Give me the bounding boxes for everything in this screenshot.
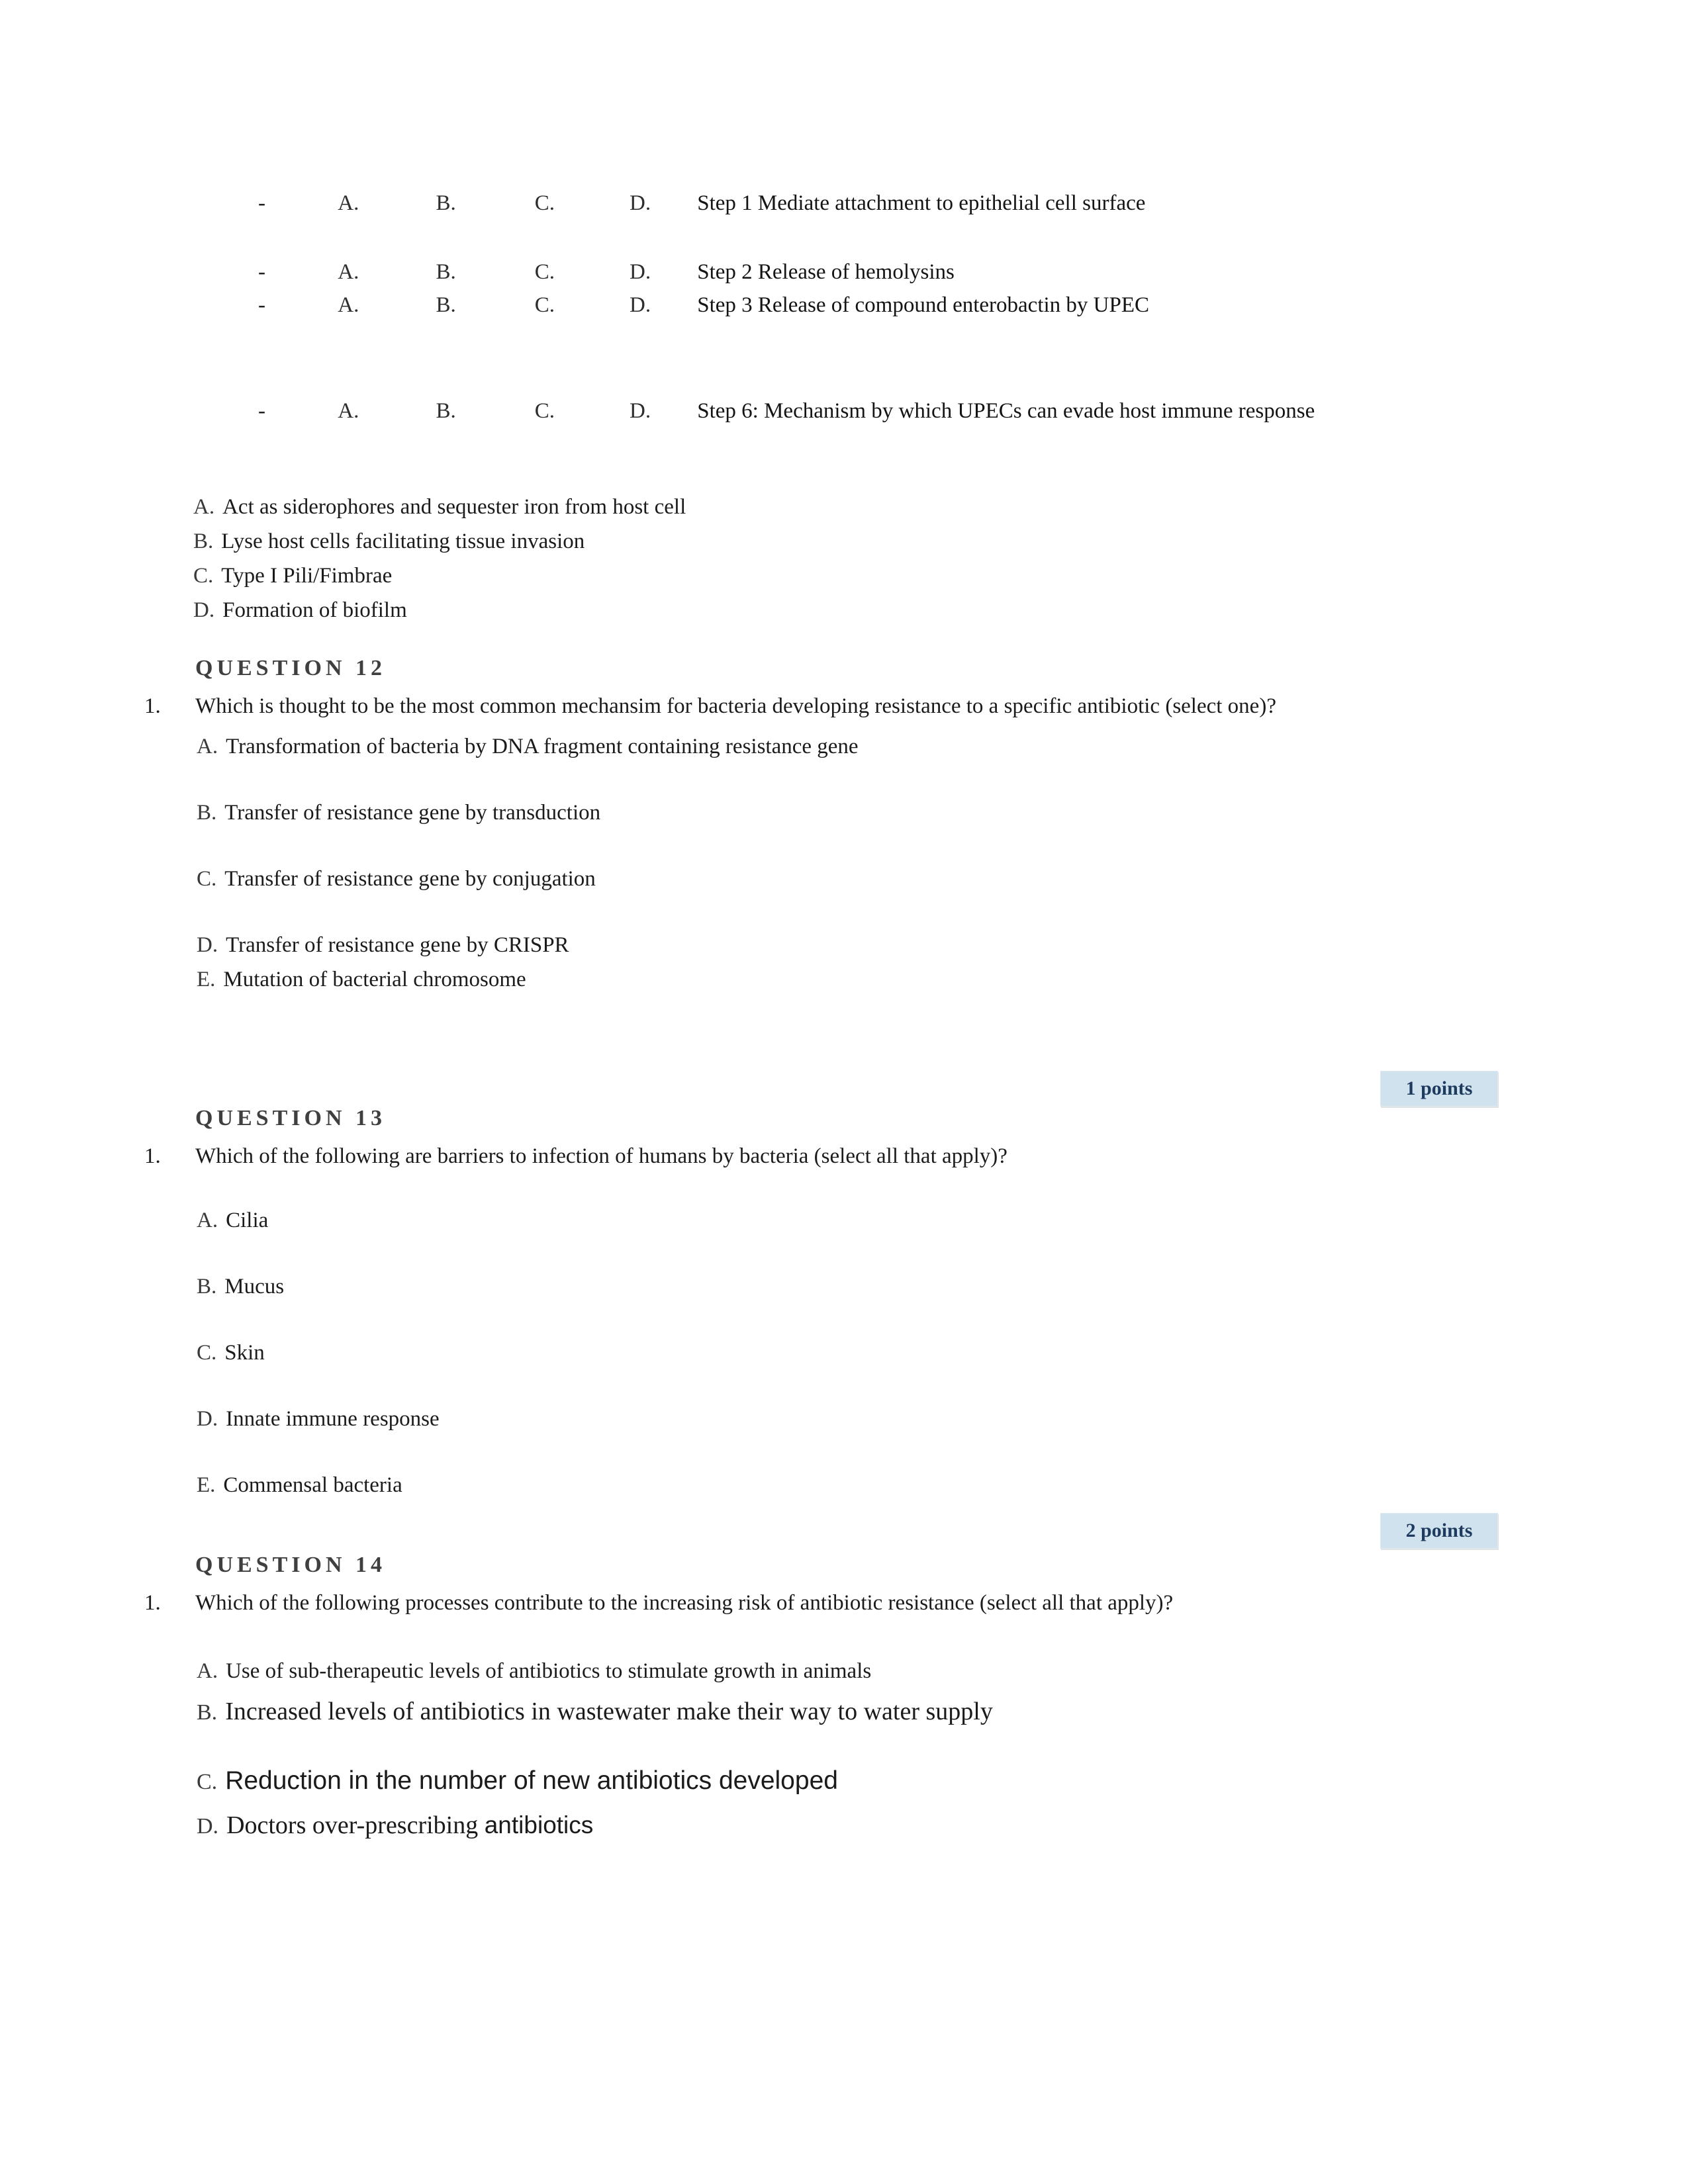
matching-option-d[interactable]: D. [630, 293, 651, 317]
matching-row-step6 [0, 394, 1315, 428]
matching-option-b[interactable]: B. [436, 293, 456, 317]
matching-row-step2 [0, 255, 955, 289]
choice-text: Transfer of resistance gene by transduction [224, 801, 601, 825]
question-14-header: QUESTION 14 [195, 1553, 386, 1577]
choice-row[interactable] [0, 1203, 1688, 1238]
matching-row-step1 [0, 187, 1145, 220]
matching-option-a[interactable]: A. [338, 293, 359, 317]
question-number: 1. [144, 1144, 161, 1168]
choice-row[interactable] [0, 1692, 1688, 1732]
matching-option-b[interactable]: B. [436, 399, 456, 423]
choice-letter: D. [197, 1814, 219, 1839]
matching-option-b[interactable]: B. [436, 191, 456, 215]
points-badge-q12: 1 points [1380, 1071, 1498, 1107]
question-prompt-text: Which of the following processes contribute to the increasing risk of antibiotic resistance (select all that apply)? [195, 1591, 1174, 1615]
choice-letter: B. [193, 529, 214, 553]
answer-key-item [0, 524, 686, 559]
choice-text: Cilia [226, 1208, 269, 1232]
question-number: 1. [144, 1591, 161, 1615]
choice-text: Transfer of resistance gene by conjugation [224, 867, 596, 891]
choice-row[interactable] [0, 1468, 1688, 1502]
matching-option-c[interactable]: C. [534, 399, 555, 423]
choice-text: Increased levels of antibiotics in wastewater make their way to water supply [225, 1698, 993, 1725]
choice-row[interactable] [0, 862, 1688, 896]
answer-key-text: Lyse host cells facilitating tissue invasion [221, 529, 585, 553]
answer-key-text: Type I Pili/Fimbrae [221, 564, 393, 588]
answer-key-item [0, 593, 686, 627]
matching-step-text: Step 3 Release of compound enterobactin by UPEC [697, 293, 1150, 317]
question-prompt-text: Which of the following are barriers to infection of humans by bacteria (select all that apply)? [195, 1144, 1008, 1168]
choice-letter: C. [197, 867, 217, 891]
dash: - [258, 191, 265, 215]
matching-step-text: Step 6: Mechanism by which UPECs can evade host immune response [697, 399, 1315, 423]
choice-letter: D. [197, 933, 218, 957]
question-12 [0, 655, 1688, 997]
dash: - [258, 293, 265, 317]
question-number: 1. [144, 694, 161, 718]
matching-option-c[interactable]: C. [534, 293, 555, 317]
question-12-prompt [0, 691, 1688, 721]
choice-text: Doctors over-prescribing [226, 1811, 485, 1839]
question-13-header: QUESTION 13 [195, 1106, 386, 1130]
matching-answer-key [0, 490, 686, 627]
choice-text: Innate immune response [226, 1407, 440, 1431]
choice-letter: E. [197, 968, 216, 991]
matching-option-c[interactable]: C. [534, 260, 555, 284]
choice-letter: C. [197, 1770, 218, 1794]
choice-letter: D. [193, 598, 215, 622]
matching-option-d[interactable]: D. [630, 260, 651, 284]
choice-letter: B. [197, 1700, 218, 1725]
choice-text: Mucus [224, 1275, 285, 1298]
points-badge-q13: 2 points [1380, 1513, 1498, 1549]
matching-option-c[interactable]: C. [534, 191, 555, 215]
choice-row[interactable] [0, 962, 1688, 997]
choice-row[interactable] [0, 1402, 1688, 1436]
question-14 [0, 1552, 1688, 1846]
matching-option-a[interactable]: A. [338, 260, 359, 284]
matching-option-a[interactable]: A. [338, 191, 359, 215]
matching-option-d[interactable]: D. [630, 399, 651, 423]
choice-letter: A. [197, 735, 218, 758]
question-14-prompt [0, 1588, 1688, 1618]
choice-letter: C. [197, 1341, 217, 1365]
choice-text: Mutation of bacterial chromosome [223, 968, 526, 991]
choice-row[interactable] [0, 1269, 1688, 1304]
matching-option-d[interactable]: D. [630, 191, 651, 215]
choice-row[interactable] [0, 928, 1688, 962]
dash: - [258, 260, 265, 284]
choice-text-sans: antibiotics [484, 1811, 594, 1839]
choice-letter: A. [197, 1208, 218, 1232]
choice-letter: A. [193, 495, 215, 519]
matching-option-a[interactable]: A. [338, 399, 359, 423]
question-prompt-text: Which is thought to be the most common mechansim for bacteria developing resistance to a specific antibiotic (select one)? [195, 694, 1276, 718]
choice-row[interactable] [0, 1806, 1688, 1846]
choice-letter: E. [197, 1473, 216, 1497]
choice-text: Transformation of bacteria by DNA fragment containing resistance gene [226, 735, 859, 758]
choice-text: Use of sub-therapeutic levels of antibiotics to stimulate growth in animals [226, 1659, 872, 1683]
matching-step-text: Step 2 Release of hemolysins [697, 260, 955, 284]
choice-text: Reduction in the number of new antibiotics developed [225, 1766, 838, 1795]
choice-row[interactable] [0, 1336, 1688, 1370]
choice-letter: D. [197, 1407, 218, 1431]
choice-row[interactable] [0, 1761, 1688, 1802]
answer-key-text: Formation of biofilm [222, 598, 407, 622]
choice-text: Commensal bacteria [223, 1473, 402, 1497]
choice-row[interactable] [0, 1654, 1688, 1688]
answer-key-item [0, 559, 686, 593]
answer-key-item [0, 490, 686, 524]
choice-row[interactable] [0, 796, 1688, 830]
choice-letter: B. [197, 1275, 217, 1298]
choice-text: Skin [224, 1341, 265, 1365]
choice-row[interactable] [0, 729, 1688, 764]
question-13-prompt [0, 1141, 1688, 1171]
matching-row-step3 [0, 289, 1149, 322]
choice-text: Transfer of resistance gene by CRISPR [226, 933, 569, 957]
question-13 [0, 1105, 1688, 1502]
choice-letter: C. [193, 564, 214, 588]
choice-letter: A. [197, 1659, 218, 1683]
matching-option-b[interactable]: B. [436, 260, 456, 284]
answer-key-text: Act as siderophores and sequester iron from host cell [222, 495, 686, 519]
question-12-header: QUESTION 12 [195, 656, 386, 680]
choice-letter: B. [197, 801, 217, 825]
matching-step-text: Step 1 Mediate attachment to epithelial cell surface [697, 191, 1146, 215]
dash: - [258, 399, 265, 423]
